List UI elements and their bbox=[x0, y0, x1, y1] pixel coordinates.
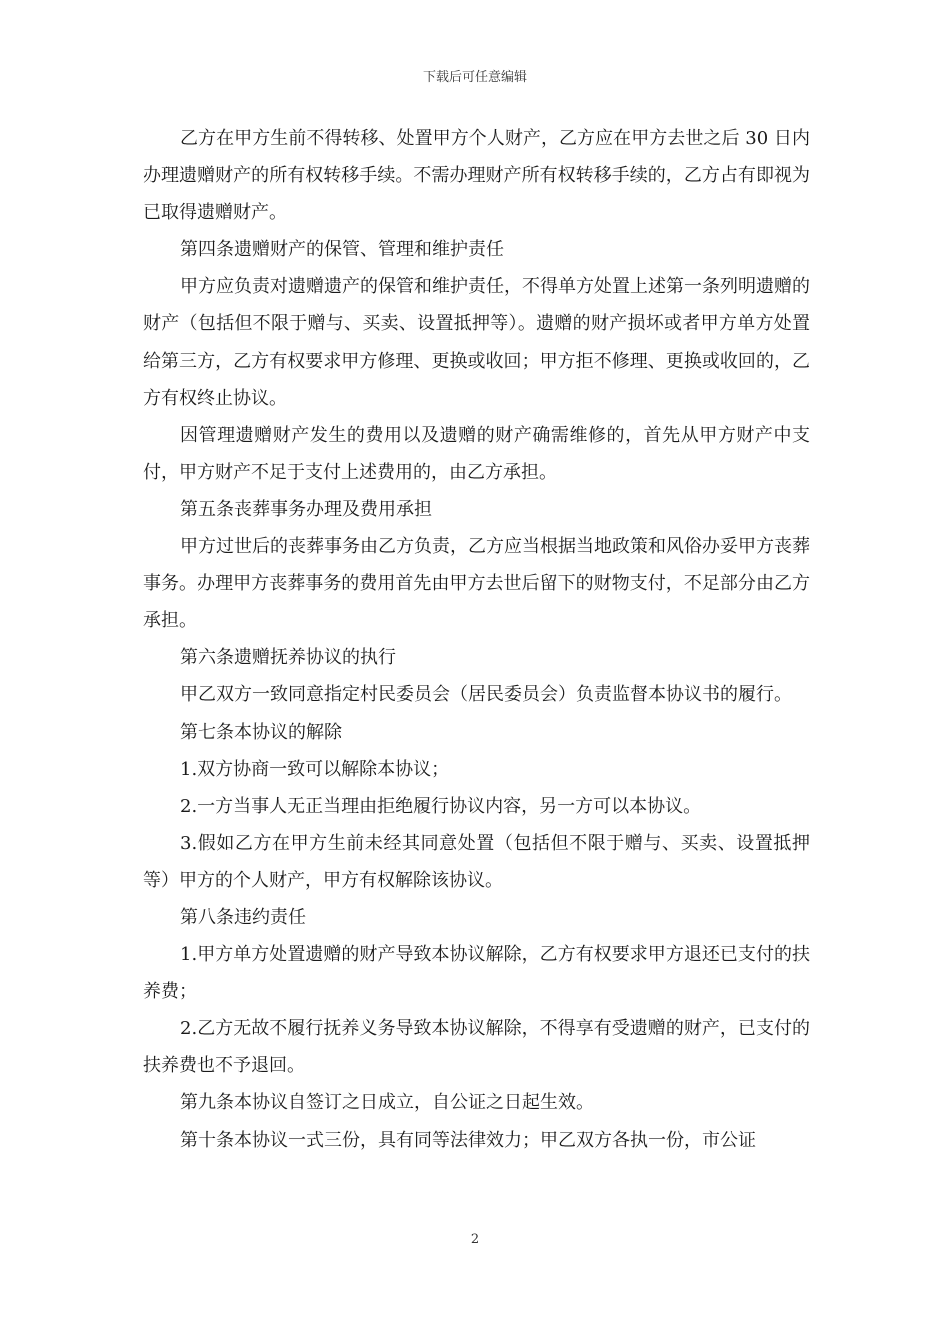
paragraph: 第九条本协议自签订之日成立，自公证之日起生效。 bbox=[180, 1092, 594, 1114]
paragraph: 第十条本协议一式三份，具有同等法律效力；甲乙双方各执一份，市公证 bbox=[180, 1129, 756, 1151]
article-heading: 第七条本协议的解除 bbox=[180, 721, 342, 743]
page-header: 下载后可任意编辑 bbox=[422, 70, 527, 85]
list-item: 2.乙方无故不履行抚养义务导致本协议解除，不得享有受遗赠的财产，已支付的扶养费也不予退回。 bbox=[143, 1018, 810, 1077]
article-heading: 第五条丧葬事务办理及费用承担 bbox=[180, 498, 432, 520]
article-heading: 第八条违约责任 bbox=[180, 906, 306, 928]
paragraph: 甲方应负责对遗赠遗产的保管和维护责任，不得单方处置上述第一条列明遗赠的财产（包括但不限于赠与、买卖、设置抵押等）。遗赠的财产损坏或者甲方单方处置给第三方，乙方有权要求甲方修理、更换或收回；甲方拒不修理、更换或收回的，乙方有权终止协议。 bbox=[143, 276, 810, 409]
paragraph: 甲乙双方一致同意指定村民委员会（居民委员会）负责监督本协议书的履行。 bbox=[180, 684, 792, 706]
list-item: 1.双方协商一致可以解除本协议； bbox=[180, 758, 450, 780]
article-heading: 第六条遗赠抚养协议的执行 bbox=[180, 647, 396, 669]
document-body bbox=[143, 120, 810, 1159]
paragraph: 因管理遗赠财产发生的费用以及遗赠的财产确需维修的，首先从甲方财产中支付，甲方财产不足于支付上述费用的，由乙方承担。 bbox=[143, 424, 810, 483]
article-heading: 第四条遗赠财产的保管、管理和维护责任 bbox=[180, 239, 504, 261]
list-item: 1.甲方单方处置遗赠的财产导致本协议解除，乙方有权要求甲方退还已支付的扶养费； bbox=[143, 944, 810, 1003]
paragraph: 甲方过世后的丧葬事务由乙方负责，乙方应当根据当地政策和风俗办妥甲方丧葬事务。办理甲方丧葬事务的费用首先由甲方去世后留下的财物支付，不足部分由乙方承担。 bbox=[143, 536, 810, 632]
paragraph: 乙方在甲方生前不得转移、处置甲方个人财产，乙方应在甲方去世之后 30 日内办理遗赠财产的所有权转移手续。不需办理财产所有权转移手续的，乙方占有即视为已取得遗赠财产。 bbox=[143, 128, 810, 224]
list-item: 3.假如乙方在甲方生前未经其同意处置（包括但不限于赠与、买卖、设置抵押等）甲方的个人财产，甲方有权解除该协议。 bbox=[143, 832, 810, 891]
page-number: 2 bbox=[470, 1232, 480, 1247]
list-item: 2.一方当事人无正当理由拒绝履行协议内容，另一方可以本协议。 bbox=[180, 795, 702, 817]
